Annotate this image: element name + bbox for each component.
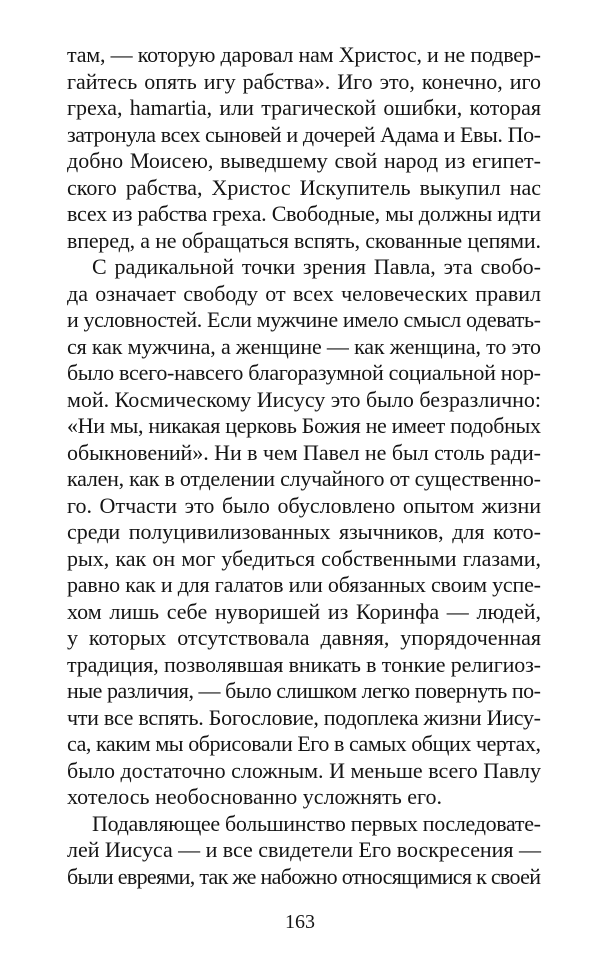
text-line: мой. Космическому Иисусу это было безразлично: <box>67 386 541 412</box>
text-line: ные различия, — было слишком легко повернуть по- <box>67 678 541 703</box>
text-line: у которых отсутствовала давняя, упорядоченная <box>67 625 541 650</box>
text-line: греха, hamartia, или трагической ошибки, которая <box>67 95 541 120</box>
text-line: Подавляющее большинство первых последовате- <box>92 810 541 836</box>
text-line: да означает свободу от всех человеческих правил <box>67 280 541 306</box>
text-line: ского рабства, Христос Искупитель выкупил нас <box>67 174 541 200</box>
text-line: кален, как в отделении случайного от существенно- <box>67 466 541 491</box>
text-line: были евреями, так же набожно относящимися к своей <box>67 863 541 889</box>
text-line: ся как мужчина, а женщине — как женщина, то это <box>67 333 541 359</box>
text-line: са, каким мы обрисовали Его в самых общих чертах, <box>67 731 541 756</box>
text-line: хотелось необоснованно усложнять его. <box>67 784 442 809</box>
text-line: С радикальной точки зрения Павла, эта свобо- <box>92 254 541 279</box>
text-line: всех из рабства греха. Свободные, мы должны идти <box>67 201 541 226</box>
text-line: равно как и для галатов или обязанных своим успе- <box>67 572 541 597</box>
text-line: и условностей. Если мужчине имело смысл одевать- <box>67 307 541 332</box>
text-line: затронула всех сыновей и дочерей Адама и Евы. По- <box>67 121 541 147</box>
text-line: го. Отчасти это было обусловлено опытом жизни <box>67 492 541 518</box>
text-line: хом лишь себе нуворишей из Коринфа — людей, <box>67 598 541 624</box>
text-line: рых, как он мог убедиться собственными глазами, <box>67 545 541 571</box>
text-line: чти все вспять. Богословие, подоплека жизни Иису- <box>67 704 541 730</box>
text-line: традиция, позволявшая вникать в тонкие религиоз- <box>67 651 541 677</box>
text-line: лей Иисуса — и все свидетели Его воскресения — <box>67 837 541 862</box>
text-line: там, — которую даровал нам Христос, и не подвер- <box>67 42 541 67</box>
text-line: было всего-навсего благоразумной социальной нор- <box>67 360 541 385</box>
text-line: добно Моисею, выведшему свой народ из египет- <box>67 148 541 173</box>
text-line: вперед, а не обращаться вспять, скованные цепями. <box>67 227 541 253</box>
text-line: среди полуцивилизованных язычников, для кото- <box>67 519 541 544</box>
text-line: обыкновений». Ни в чем Павел не был столь ради- <box>67 439 541 465</box>
text-line: было достаточно сложным. И меньше всего Павлу <box>67 757 541 783</box>
page-number: 163 <box>285 911 315 933</box>
text-line: гайтесь опять игу рабства». Иго это, конечно, иго <box>67 68 541 94</box>
text-line: «Ни мы, никакая церковь Божия не имеет подобных <box>67 413 541 438</box>
